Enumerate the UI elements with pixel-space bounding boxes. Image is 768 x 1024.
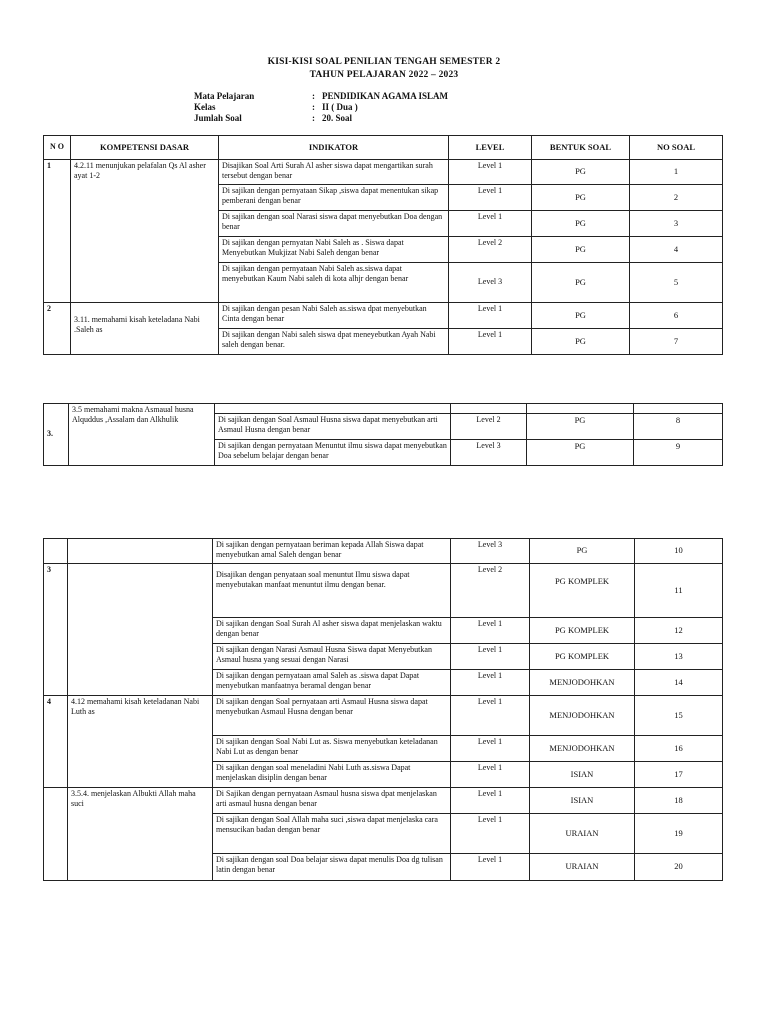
indicator-cell: Di sajikan dengan Soal Nabi Lut as. Siswa menyebutkan keteladanan Nabi Lut as dengan benar: [213, 736, 451, 762]
indicator-cell: Di sajikan dengan Nabi saleh siswa dpat meneyebutkan Ayah Nabi saleh dengan benar.: [219, 329, 449, 355]
meta-class: [194, 102, 358, 112]
meta-value: 20. Soal: [322, 113, 353, 123]
table-spacer-row: [44, 404, 723, 414]
question-number-cell: 1: [630, 160, 723, 185]
level-cell: Level 1: [451, 670, 530, 696]
empty-cell: [634, 404, 723, 414]
meta-label: Mata Pelajaran: [194, 91, 255, 101]
row-number: 3.: [44, 404, 69, 466]
question-type-cell: PG KOMPLEK: [530, 564, 635, 618]
competency-cell: 4.2.11 menunjukan pelafalan Qs Al asher ayat 1-2: [71, 160, 219, 303]
col-header-kd: KOMPETENSI DASAR: [71, 136, 219, 160]
question-type-cell: PG: [532, 185, 630, 211]
indicator-cell: Disajikan dengan penyataan soal menuntut Ilmu siswa dapat menyebutakan manfaat menuntut ilmu dengan benar.: [213, 564, 451, 618]
question-number-cell: 19: [635, 814, 723, 854]
question-number-cell: 14: [635, 670, 723, 696]
meta-separator: :: [312, 113, 315, 123]
question-type-cell: PG: [532, 160, 630, 185]
row-number: 1: [44, 160, 71, 303]
indicator-cell: Di sajikan dengan soal Narasi siswa dapat menyebutkan Doa dengan benar: [219, 211, 449, 237]
indicator-cell: Di sajikan dengan pernyataan beriman kepada Allah Siswa dapat menyebutkan amal Saleh dengan benar: [213, 539, 451, 564]
table-row: [44, 160, 723, 185]
level-cell: Level 1: [451, 814, 530, 854]
question-number-cell: 9: [634, 440, 723, 466]
indicator-cell: Di sajikan dengan pernyatan Nabi Saleh as . Siswa dapat Menyebutkan Mukjizat Nabi Saleh dengan benar: [219, 237, 449, 263]
question-type-cell: URAIAN: [530, 814, 635, 854]
col-header-level: LEVEL: [449, 136, 532, 160]
meta-label: Jumlah Soal: [194, 113, 242, 123]
indicator-cell: Di sajikan dengan Narasi Asmaul Husna Siswa dapat Menyebutkan Asmaul husna yang sesuai dengan Narasi: [213, 644, 451, 670]
question-number-cell: 20: [635, 854, 723, 881]
empty-cell: [527, 404, 634, 414]
table-row: [44, 539, 723, 564]
level-cell: Level 2: [451, 564, 530, 618]
question-type-cell: MENJODOHKAN: [530, 670, 635, 696]
question-type-cell: PG: [527, 440, 634, 466]
row-number: [44, 788, 68, 881]
question-number-cell: 11: [635, 564, 723, 618]
indicator-cell: Di sajikan dengan soal meneladini Nabi Luth as.siswa Dapat menjelaskan disiplin dengan benar: [213, 762, 451, 788]
level-cell: Level 2: [449, 237, 532, 263]
level-cell: Level 1: [451, 644, 530, 670]
col-header-indikator: INDIKATOR: [219, 136, 449, 160]
meta-value: PENDIDIKAN AGAMA ISLAM: [322, 91, 449, 101]
level-cell: Level 1: [451, 762, 530, 788]
question-number-cell: 2: [630, 185, 723, 211]
indicator-cell: Di sajikan dengan Soal Asmaul Husna siswa dapat menyebutkan arti Asmaul Husna dengan benar: [215, 414, 451, 440]
competency-cell: [68, 564, 213, 696]
indicator-cell: Di sajikan dengan pernyataan Menuntut ilmu siswa dapat menyebutkan Doa sebelum belajar dengan benar: [215, 440, 451, 466]
row-number: 2: [44, 303, 71, 355]
grid-table-2: [43, 403, 723, 466]
level-cell: Level 1: [451, 736, 530, 762]
level-cell: Level 2: [451, 414, 527, 440]
question-number-cell: 3: [630, 211, 723, 237]
grid-table-1: [43, 135, 723, 355]
question-number-cell: 8: [634, 414, 723, 440]
meta-separator: :: [312, 91, 315, 101]
question-type-cell: PG: [532, 211, 630, 237]
question-type-cell: PG: [532, 263, 630, 303]
question-type-cell: MENJODOHKAN: [530, 736, 635, 762]
level-cell: Level 3: [451, 539, 530, 564]
competency-cell: 3.5.4. menjelaskan Albukti Allah maha suci: [68, 788, 213, 881]
indicator-cell: Di Sajikan dengan pernyataan Asmaul husna siswa dpat menjelaskan arti asmaul husna dengan benar: [213, 788, 451, 814]
question-number-cell: 18: [635, 788, 723, 814]
question-type-cell: PG: [532, 329, 630, 355]
indicator-cell: Di sajikan dengan pesan Nabi Saleh as.siswa dpat menyebutkan Cinta dengan benar: [219, 303, 449, 329]
col-header-no: N O: [44, 136, 71, 160]
table-row: [44, 564, 723, 618]
row-number: 4: [44, 696, 68, 788]
table-header-row: [44, 136, 723, 160]
meta-separator: :: [312, 102, 315, 112]
empty-cell: [215, 404, 451, 414]
indicator-cell: Disajikan Soal Arti Surah Al asher siswa dapat mengartikan surah tersebut dengan benar: [219, 160, 449, 185]
question-number-cell: 13: [635, 644, 723, 670]
question-number-cell: 4: [630, 237, 723, 263]
question-type-cell: ISIAN: [530, 762, 635, 788]
question-number-cell: 5: [630, 263, 723, 303]
level-cell: Level 1: [451, 788, 530, 814]
table-row: [44, 696, 723, 736]
level-cell: Level 3: [449, 263, 532, 303]
col-header-bentuk: BENTUK SOAL: [532, 136, 630, 160]
indicator-cell: Di sajikan dengan Soal Allah maha suci ,siswa dapat menjelaska cara mensucikan badan dengan benar: [213, 814, 451, 854]
question-number-cell: 16: [635, 736, 723, 762]
question-number-cell: 15: [635, 696, 723, 736]
level-cell: Level 1: [449, 329, 532, 355]
level-cell: Level 1: [451, 854, 530, 881]
empty-cell: [44, 539, 68, 564]
level-cell: Level 1: [451, 618, 530, 644]
table-row: [44, 303, 723, 329]
question-number-cell: 6: [630, 303, 723, 329]
competency-cell: 3.11. memahami kisah keteladana Nabi .Saleh as: [71, 303, 219, 355]
question-type-cell: PG: [532, 303, 630, 329]
meta-subject: [194, 91, 448, 101]
meta-value: II ( Dua ): [322, 102, 358, 112]
indicator-cell: Di sajikan dengan soal Doa belajar siswa dapat menulis Doa dg tulisan latin dengan benar: [213, 854, 451, 881]
question-type-cell: ISIAN: [530, 788, 635, 814]
competency-cell: 4.12 memahami kisah keteladanan Nabi Luth as: [68, 696, 213, 788]
level-cell: Level 1: [449, 160, 532, 185]
document-title: KISI-KISI SOAL PENILIAN TENGAH SEMESTER 2: [267, 57, 501, 67]
competency-cell: 3.5 memahami makna Asmaual husna Alquddus ,Assalam dan Alkhulik: [69, 404, 215, 466]
document-subtitle: TAHUN PELAJARAN 2022 – 2023: [309, 70, 459, 80]
empty-cell: [451, 404, 527, 414]
question-number-cell: 7: [630, 329, 723, 355]
level-cell: Level 1: [449, 211, 532, 237]
level-cell: Level 1: [449, 185, 532, 211]
meta-label: Kelas: [194, 102, 216, 112]
question-type-cell: PG: [532, 237, 630, 263]
question-number-cell: 10: [635, 539, 723, 564]
level-cell: Level 3: [451, 440, 527, 466]
indicator-cell: Di sajikan dengan pernyataan amal Saleh as .siswa dapat Dapat menyebutkan manfaatnya beramal dengan benar: [213, 670, 451, 696]
row-number: 3: [44, 564, 68, 696]
level-cell: Level 1: [449, 303, 532, 329]
indicator-cell: Di sajikan dengan Soal pernyataan arti Asmaul Husna siswa dapat menyebutkan Asmaul Husna dengan benar: [213, 696, 451, 736]
question-type-cell: PG: [530, 539, 635, 564]
question-type-cell: PG: [527, 414, 634, 440]
question-number-cell: 17: [635, 762, 723, 788]
col-header-nosoal: NO SOAL: [630, 136, 723, 160]
grid-table-3: [43, 538, 723, 881]
indicator-cell: Di sajikan dengan pernyataan Sikap ,siswa dapat menentukan sikap pemberani dengan benar: [219, 185, 449, 211]
question-type-cell: PG KOMPLEK: [530, 644, 635, 670]
question-type-cell: PG KOMPLEK: [530, 618, 635, 644]
indicator-cell: Di sajikan dengan pernyataan Nabi Saleh as.siswa dapat menyebutkan Kaum Nabi saleh di kota alhjr dengan benar: [219, 263, 449, 303]
indicator-cell: Di sajikan dengan Soal Surah Al asher siswa dapat menjelaskan waktu dengan benar: [213, 618, 451, 644]
question-number-cell: 12: [635, 618, 723, 644]
question-type-cell: URAIAN: [530, 854, 635, 881]
empty-cell: [68, 539, 213, 564]
level-cell: Level 1: [451, 696, 530, 736]
table-row: [44, 788, 723, 814]
question-type-cell: MENJODOHKAN: [530, 696, 635, 736]
meta-question-count: [194, 113, 352, 123]
